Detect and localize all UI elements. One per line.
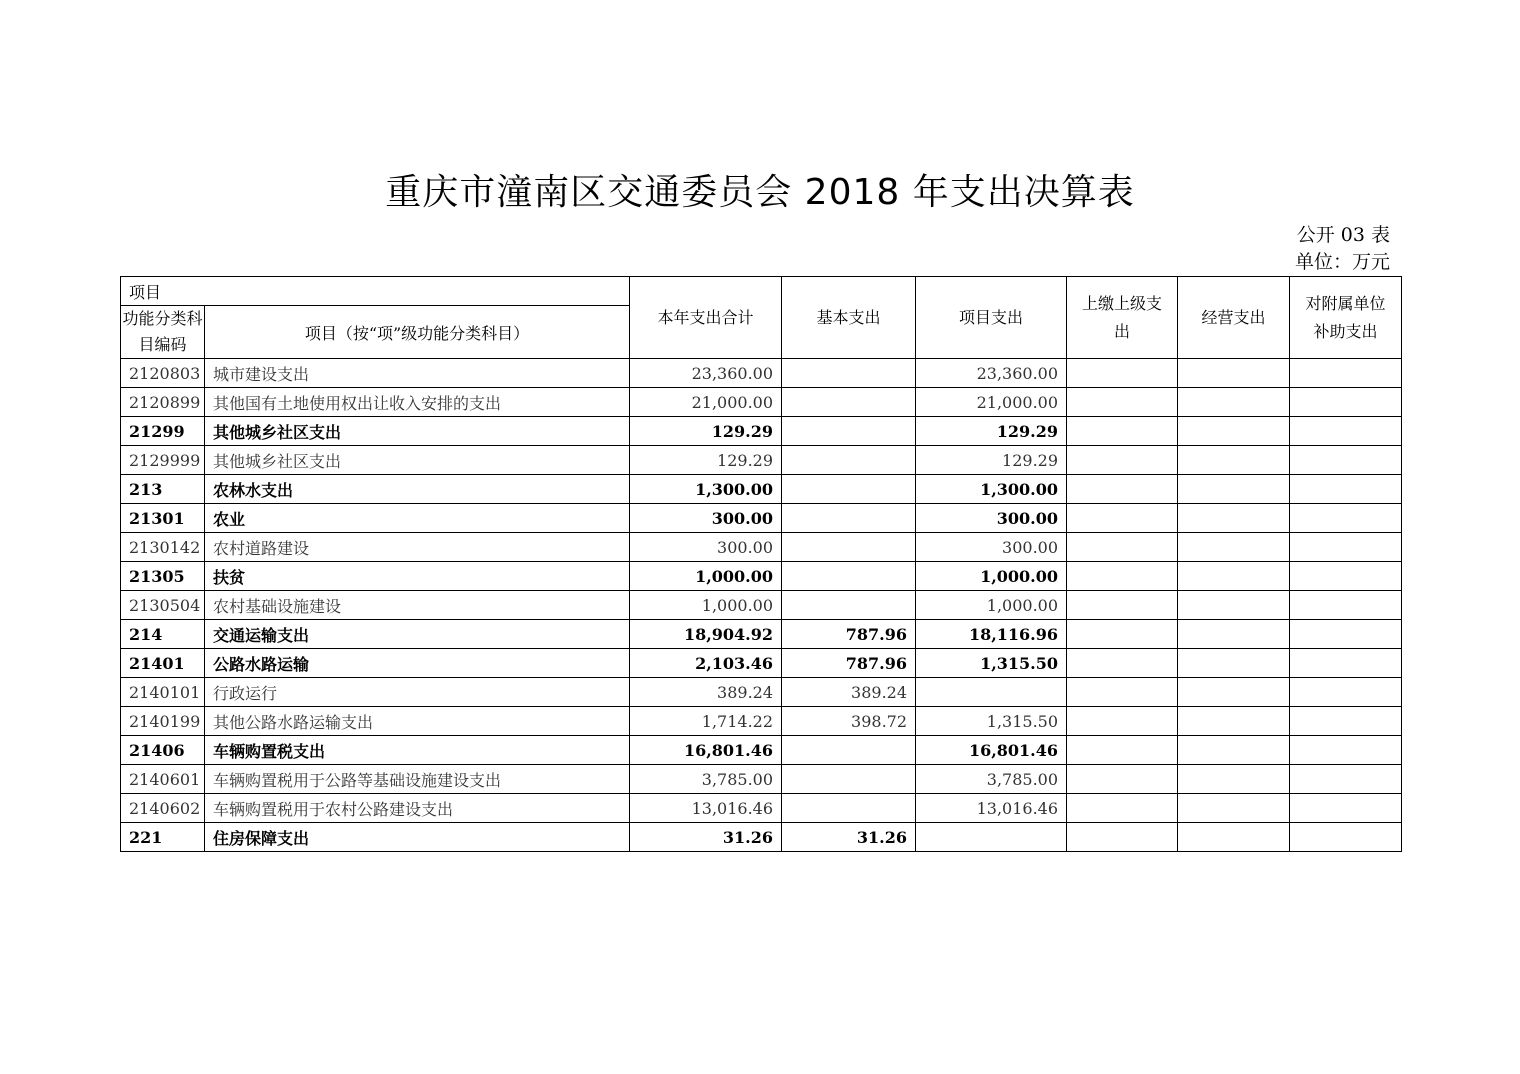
table-row — [121, 562, 1402, 591]
cell-item: 16,801.46 — [916, 736, 1067, 765]
cell-name: 城市建设支出 — [205, 359, 630, 388]
table-row — [121, 823, 1402, 852]
cell-upper — [1067, 620, 1178, 649]
cell-item: 1,000.00 — [916, 591, 1067, 620]
cell-name: 住房保障支出 — [205, 823, 630, 852]
cell-code: 2130504 — [121, 591, 205, 620]
cell-business — [1178, 417, 1290, 446]
cell-business — [1178, 794, 1290, 823]
header-project: 项目 — [121, 277, 630, 306]
cell-code: 21401 — [121, 649, 205, 678]
cell-code: 2140101 — [121, 678, 205, 707]
cell-basic — [782, 359, 916, 388]
cell-basic: 389.24 — [782, 678, 916, 707]
cell-upper — [1067, 678, 1178, 707]
cell-upper — [1067, 359, 1178, 388]
cell-item: 13,016.46 — [916, 794, 1067, 823]
cell-name: 交通运输支出 — [205, 620, 630, 649]
cell-subsidy — [1290, 359, 1402, 388]
table-row — [121, 475, 1402, 504]
cell-business — [1178, 823, 1290, 852]
cell-name: 农村基础设施建设 — [205, 591, 630, 620]
cell-basic — [782, 591, 916, 620]
cell-subsidy — [1290, 591, 1402, 620]
cell-subsidy — [1290, 504, 1402, 533]
cell-subsidy — [1290, 736, 1402, 765]
cell-upper — [1067, 794, 1178, 823]
header-business: 经营支出 — [1178, 277, 1290, 359]
cell-name: 行政运行 — [205, 678, 630, 707]
cell-upper — [1067, 504, 1178, 533]
cell-subsidy — [1290, 620, 1402, 649]
cell-business — [1178, 678, 1290, 707]
cell-basic — [782, 533, 916, 562]
unit-label: 单位：万元 — [1294, 251, 1390, 273]
cell-name: 车辆购置税用于农村公路建设支出 — [205, 794, 630, 823]
cell-name: 扶贫 — [205, 562, 630, 591]
cell-code: 2130142 — [121, 533, 205, 562]
cell-total: 2,103.46 — [630, 649, 782, 678]
cell-item: 1,315.50 — [916, 707, 1067, 736]
cell-name: 农林水支出 — [205, 475, 630, 504]
table-row — [121, 649, 1402, 678]
cell-name: 公路水路运输 — [205, 649, 630, 678]
cell-code: 21406 — [121, 736, 205, 765]
cell-business — [1178, 591, 1290, 620]
cell-subsidy — [1290, 649, 1402, 678]
cell-subsidy — [1290, 678, 1402, 707]
table-body — [121, 359, 1402, 852]
cell-basic: 31.26 — [782, 823, 916, 852]
cell-business — [1178, 620, 1290, 649]
cell-total: 18,904.92 — [630, 620, 782, 649]
cell-total: 300.00 — [630, 533, 782, 562]
cell-upper — [1067, 736, 1178, 765]
cell-upper — [1067, 417, 1178, 446]
cell-total: 1,000.00 — [630, 591, 782, 620]
cell-basic — [782, 504, 916, 533]
table-row — [121, 504, 1402, 533]
cell-name: 其他城乡社区支出 — [205, 446, 630, 475]
header-basic: 基本支出 — [782, 277, 916, 359]
cell-upper — [1067, 765, 1178, 794]
cell-upper — [1067, 649, 1178, 678]
cell-upper — [1067, 475, 1178, 504]
cell-basic — [782, 736, 916, 765]
cell-total: 129.29 — [630, 446, 782, 475]
header-item: 项目支出 — [916, 277, 1067, 359]
cell-upper — [1067, 562, 1178, 591]
cell-total: 389.24 — [630, 678, 782, 707]
cell-total: 129.29 — [630, 417, 782, 446]
table-row — [121, 591, 1402, 620]
cell-upper — [1067, 388, 1178, 417]
cell-subsidy — [1290, 446, 1402, 475]
cell-name: 农业 — [205, 504, 630, 533]
cell-name: 车辆购置税支出 — [205, 736, 630, 765]
cell-basic — [782, 794, 916, 823]
cell-code: 21301 — [121, 504, 205, 533]
cell-subsidy — [1290, 823, 1402, 852]
cell-upper — [1067, 533, 1178, 562]
cell-business — [1178, 562, 1290, 591]
cell-item: 300.00 — [916, 504, 1067, 533]
cell-name: 农村道路建设 — [205, 533, 630, 562]
cell-basic — [782, 388, 916, 417]
header-subsidy: 对附属单位补助支出 — [1290, 277, 1402, 359]
table-row — [121, 446, 1402, 475]
cell-item: 3,785.00 — [916, 765, 1067, 794]
cell-name: 其他国有土地使用权出让收入安排的支出 — [205, 388, 630, 417]
table-row — [121, 359, 1402, 388]
cell-item: 1,315.50 — [916, 649, 1067, 678]
table-row — [121, 736, 1402, 765]
cell-item: 23,360.00 — [916, 359, 1067, 388]
table-row — [121, 388, 1402, 417]
cell-item: 18,116.96 — [916, 620, 1067, 649]
cell-subsidy — [1290, 562, 1402, 591]
cell-upper — [1067, 591, 1178, 620]
cell-basic — [782, 562, 916, 591]
cell-item: 21,000.00 — [916, 388, 1067, 417]
cell-total: 300.00 — [630, 504, 782, 533]
cell-business — [1178, 649, 1290, 678]
cell-basic — [782, 475, 916, 504]
cell-code: 21305 — [121, 562, 205, 591]
cell-basic: 398.72 — [782, 707, 916, 736]
cell-upper — [1067, 823, 1178, 852]
cell-total: 1,000.00 — [630, 562, 782, 591]
cell-business — [1178, 765, 1290, 794]
cell-subsidy — [1290, 533, 1402, 562]
cell-code: 2120899 — [121, 388, 205, 417]
cell-basic — [782, 765, 916, 794]
table-row — [121, 765, 1402, 794]
cell-code: 21299 — [121, 417, 205, 446]
cell-subsidy — [1290, 794, 1402, 823]
cell-business — [1178, 475, 1290, 504]
cell-basic — [782, 417, 916, 446]
cell-code: 221 — [121, 823, 205, 852]
cell-total: 31.26 — [630, 823, 782, 852]
cell-code: 2140602 — [121, 794, 205, 823]
cell-total: 1,300.00 — [630, 475, 782, 504]
cell-name: 其他城乡社区支出 — [205, 417, 630, 446]
cell-item — [916, 823, 1067, 852]
table-row — [121, 794, 1402, 823]
cell-name: 车辆购置税用于公路等基础设施建设支出 — [205, 765, 630, 794]
cell-total: 23,360.00 — [630, 359, 782, 388]
cell-subsidy — [1290, 475, 1402, 504]
cell-subsidy — [1290, 388, 1402, 417]
cell-business — [1178, 736, 1290, 765]
table-row — [121, 678, 1402, 707]
cell-item: 129.29 — [916, 446, 1067, 475]
table-row — [121, 707, 1402, 736]
cell-item: 1,000.00 — [916, 562, 1067, 591]
cell-subsidy — [1290, 765, 1402, 794]
table-row — [121, 620, 1402, 649]
header-code: 功能分类科目编码 — [121, 306, 205, 359]
cell-item: 300.00 — [916, 533, 1067, 562]
cell-business — [1178, 533, 1290, 562]
cell-code: 2140601 — [121, 765, 205, 794]
cell-code: 2129999 — [121, 446, 205, 475]
table-row — [121, 533, 1402, 562]
cell-basic: 787.96 — [782, 649, 916, 678]
cell-business — [1178, 359, 1290, 388]
cell-basic: 787.96 — [782, 620, 916, 649]
header-name: 项目（按“项”级功能分类科目） — [205, 306, 630, 359]
cell-total: 3,785.00 — [630, 765, 782, 794]
cell-total: 16,801.46 — [630, 736, 782, 765]
cell-basic — [782, 446, 916, 475]
header-upper: 上缴上级支出 — [1067, 277, 1178, 359]
cell-code: 2140199 — [121, 707, 205, 736]
expenditure-table — [120, 276, 1402, 852]
cell-business — [1178, 388, 1290, 417]
cell-item: 1,300.00 — [916, 475, 1067, 504]
cell-upper — [1067, 707, 1178, 736]
table-row — [121, 417, 1402, 446]
cell-upper — [1067, 446, 1178, 475]
cell-code: 2120803 — [121, 359, 205, 388]
cell-code: 214 — [121, 620, 205, 649]
cell-total: 13,016.46 — [630, 794, 782, 823]
cell-total: 1,714.22 — [630, 707, 782, 736]
form-number: 公开 03 表 — [1296, 224, 1390, 246]
cell-code: 213 — [121, 475, 205, 504]
cell-name: 其他公路水路运输支出 — [205, 707, 630, 736]
cell-total: 21,000.00 — [630, 388, 782, 417]
cell-business — [1178, 504, 1290, 533]
cell-business — [1178, 446, 1290, 475]
cell-subsidy — [1290, 707, 1402, 736]
cell-item: 129.29 — [916, 417, 1067, 446]
cell-subsidy — [1290, 417, 1402, 446]
cell-item — [916, 678, 1067, 707]
cell-business — [1178, 707, 1290, 736]
header-total: 本年支出合计 — [630, 277, 782, 359]
page-title: 重庆市潼南区交通委员会 2018 年支出决算表 — [385, 172, 1135, 213]
